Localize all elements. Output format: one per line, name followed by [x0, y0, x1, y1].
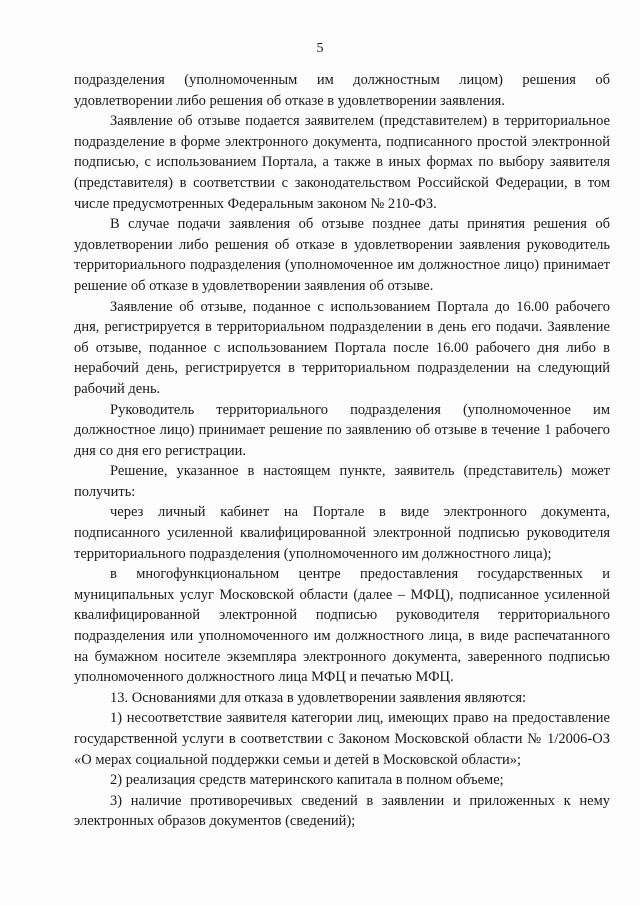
refusal-ground-1: 1) несоответствие заявителя категории лиц, имеющих право на предоставление государственной услуги в соответствии с Законом Московской области № 1/2006-ОЗ «О мерах социальной поддержки семьи и детей в Московской области»;: [74, 710, 610, 768]
paragraph-decision-receipt: Решение, указанное в настоящем пункте, заявитель (представитель) может получить:: [74, 463, 610, 500]
refusal-ground-2: 2) реализация средств материнского капитала в полном объеме;: [110, 772, 504, 789]
section-13-heading: 13. Основаниями для отказа в удовлетворении заявления являются:: [110, 689, 527, 706]
refusal-ground-3: 3) наличие противоречивых сведений в заявлении и приложенных к нему электронных образов документов (сведений);: [74, 792, 610, 830]
paragraph-withdrawal-submission: Заявление об отзыве подается заявителем (представителем) в территориальное подразделение в форме электронного документа, подписанного простой электронной подписью, с использованием Портала, а также в иных формах по выбору заявителя (представителя) в соответствии с законодательством Российской Федерации, в том числе предусмотренных Федеральным законом № 210-ФЗ.: [74, 113, 610, 212]
paragraph-registration-time: Заявление об отзыве, поданное с использованием Портала до 16.00 рабочего дня, регистрируется в территориальном подразделении в день его подачи. Заявление об отзыве, поданное с использованием Портала после 16.00 рабочего дня либо в нерабочий день, регистрируется в территориальном подразделении на следующий рабочий день.: [74, 298, 610, 397]
page-number: 5: [316, 41, 324, 56]
paragraph-continuation: подразделения (уполномоченным им должностным лицом) решения об удовлетворении либо решения об отказе в удовлетворении заявления.: [74, 72, 610, 109]
paragraph-portal-option: через личный кабинет на Портале в виде электронного документа, подписанного усиленной квалифицированной электронной подписью руководителя территориального подразделения (уполномоченного им должностного лица);: [74, 504, 610, 562]
paragraph-mfc-option: в многофункциональном центре предоставления государственных и муниципальных услуг Московской области (далее – МФЦ), подписанное усиленной квалифицированной электронной подписью руководителя территориального подразделения или уполномоченного им должностного лица, в виде распечатанного на бумажном носителе экземпляра электронного документа, заверенного подписью уполномоченного должностного лица МФЦ и печатью МФЦ.: [74, 566, 610, 686]
document-body: [74, 70, 610, 832]
paragraph-decision-term: Руководитель территориального подразделения (уполномоченное им должностное лицо) принимает решение по заявлению об отзыве в течение 1 рабочего дня со дня его регистрации.: [74, 401, 610, 459]
paragraph-late-withdrawal: В случае подачи заявления об отзыве позднее даты принятия решения об удовлетворении либо решения об отказе в удовлетворении заявления руководитель территориального подразделения (уполномоченное им должностное лицо) принимает решение об отказе в удовлетворении заявления об отзыве.: [74, 216, 610, 294]
